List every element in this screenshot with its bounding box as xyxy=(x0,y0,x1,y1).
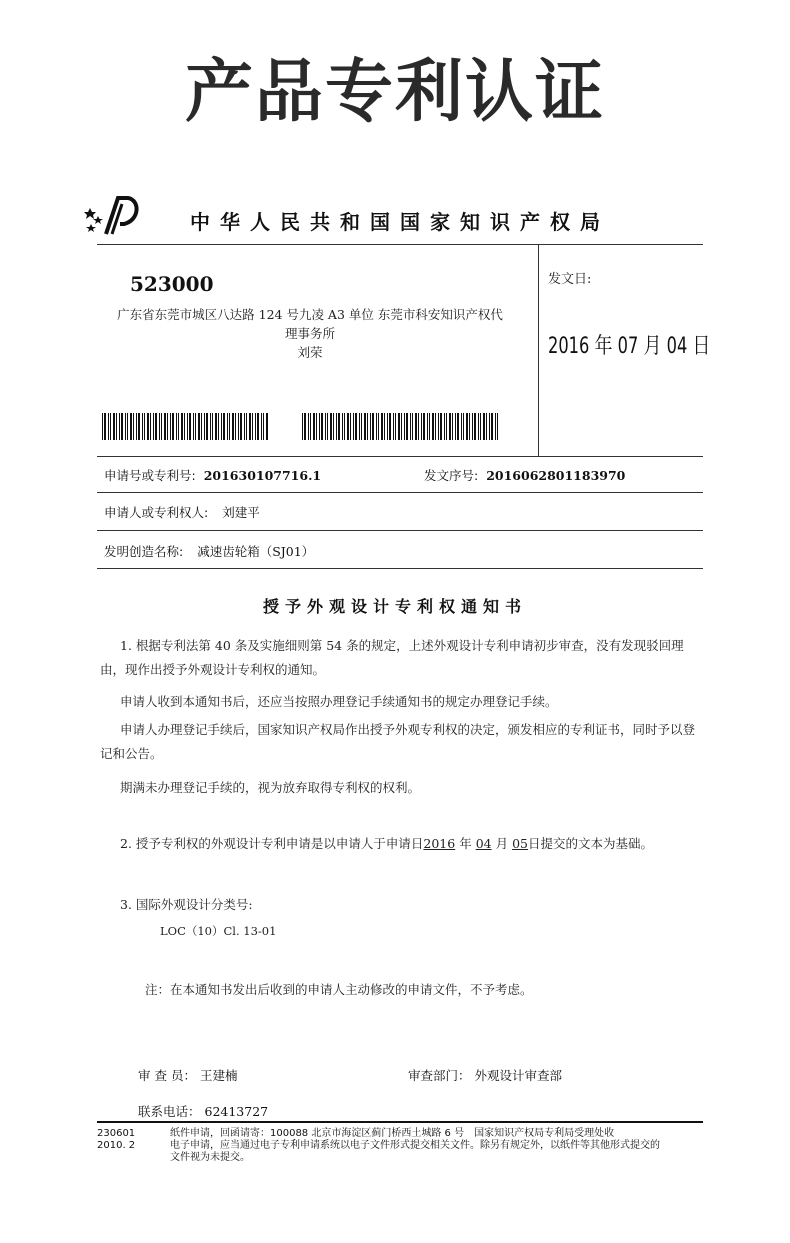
header-rule xyxy=(97,244,703,245)
filing-day: 05 xyxy=(512,836,528,851)
contact-phone xyxy=(138,1102,268,1120)
filing-year: 2016 xyxy=(423,836,456,851)
postcode: 523000 xyxy=(130,272,214,296)
year-char: 年 xyxy=(459,836,472,851)
notice-title: 授予外观设计专利权通知书 xyxy=(262,597,527,616)
field-applicant xyxy=(104,503,260,521)
title-label: 发明创造名称: xyxy=(104,544,184,559)
cnipa-logo-icon xyxy=(84,194,140,238)
form-code-2: 2010. 2 xyxy=(97,1140,136,1151)
footer-line-1: 纸件申请，回函请寄：100088 北京市海淀区蓟门桥西土城路 6 号 国家知识产权局专利局受理处收 xyxy=(170,1128,615,1139)
address-line-1: 广东省东莞市城区八达路 124 号九凌 A3 单位 东莞市科安知识产权代 xyxy=(117,307,503,322)
department-name: 外观设计审查部 xyxy=(474,1068,563,1083)
issue-date: 2016 年 07 月 04 日 xyxy=(548,334,711,359)
form-code xyxy=(97,1128,135,1152)
notice-paragraph-1: 1. 根据专利法第 40 条及实施细则第 54 条的规定，上述外观设计专利申请初步审查，没有发现驳回理由，现作出授予外观设计专利权的通知。 xyxy=(100,638,684,677)
field-app-no xyxy=(104,466,321,484)
issue-date-label: 发文日: xyxy=(548,272,592,287)
examiner-name: 王建楠 xyxy=(199,1068,238,1083)
phone-number: 62413727 xyxy=(204,1104,269,1119)
notice-paragraph-5 xyxy=(100,832,706,856)
form-code-1: 230601 xyxy=(97,1128,136,1139)
notice-paragraph-4: 期满未办理登记手续的，视为放弃取得专利权的权利。 xyxy=(120,780,421,795)
notice-paragraph-2: 申请人收到本通知书后，还应当按照办理登记手续通知书的规定办理登记手续。 xyxy=(120,694,558,709)
office-name: 中华人民共和国国家知识产权局 xyxy=(190,210,610,234)
applicant-value: 刘建平 xyxy=(222,505,260,520)
footer-line-2: 电子申请，应当通过电子专利申请系统以电子文件形式提交相关文件。除另有规定外，以纸件等其他形式提交的 xyxy=(170,1140,660,1151)
p5-prefix: 2. 授予专利权的外观设计专利申请是以申请人于申请日 xyxy=(120,836,424,851)
address-divider xyxy=(538,244,539,456)
barcode-left xyxy=(102,413,270,440)
recipient-name: 刘荣 xyxy=(297,345,323,360)
banner-title: 产品专利认证 xyxy=(184,53,605,132)
filing-month: 04 xyxy=(475,836,492,851)
examiner xyxy=(138,1066,237,1084)
barcode-right xyxy=(302,413,502,440)
examiner-label: 审 查 员： xyxy=(138,1068,196,1083)
address-line-2: 理事务所 xyxy=(284,326,335,341)
footer-line-3: 文件视为未提交。 xyxy=(170,1152,250,1163)
p5-suffix: 日提交的文本为基础。 xyxy=(528,836,654,851)
footer-text xyxy=(170,1128,706,1164)
addressee-block xyxy=(100,305,520,362)
fields-rule-3 xyxy=(97,530,703,531)
notice-paragraph-6: 3. 国际外观设计分类号: xyxy=(120,897,253,912)
loc-classification: LOC（10）Cl. 13-01 xyxy=(160,924,277,938)
title-value: 减速齿轮箱（SJ01） xyxy=(197,544,315,559)
app-no-value: 201630107716.1 xyxy=(203,468,322,483)
fields-rule-2 xyxy=(97,492,703,493)
notice-paragraph-3: 申请人办理登记手续后，国家知识产权局作出授予外观专利权的决定，颁发相应的专利证书，同时予以登记和公告。 xyxy=(100,722,696,761)
field-title xyxy=(104,542,314,560)
applicant-label: 申请人或专利权人: xyxy=(104,505,209,520)
phone-label: 联系电话： xyxy=(138,1104,201,1119)
field-serial xyxy=(424,466,625,484)
exam-department xyxy=(408,1066,562,1084)
notice-note: 注：在本通知书发出后收到的申请人主动修改的申请文件，不予考虑。 xyxy=(145,982,533,997)
month-char: 月 xyxy=(495,836,509,851)
app-no-label: 申请号或专利号: xyxy=(104,468,196,483)
department-label: 审查部门： xyxy=(408,1068,471,1083)
fields-rule-1 xyxy=(97,456,703,457)
footer-rule xyxy=(97,1121,703,1123)
serial-label: 发文序号: xyxy=(424,468,479,483)
serial-value: 2016062801183970 xyxy=(486,468,626,483)
fields-rule-4 xyxy=(97,568,703,569)
